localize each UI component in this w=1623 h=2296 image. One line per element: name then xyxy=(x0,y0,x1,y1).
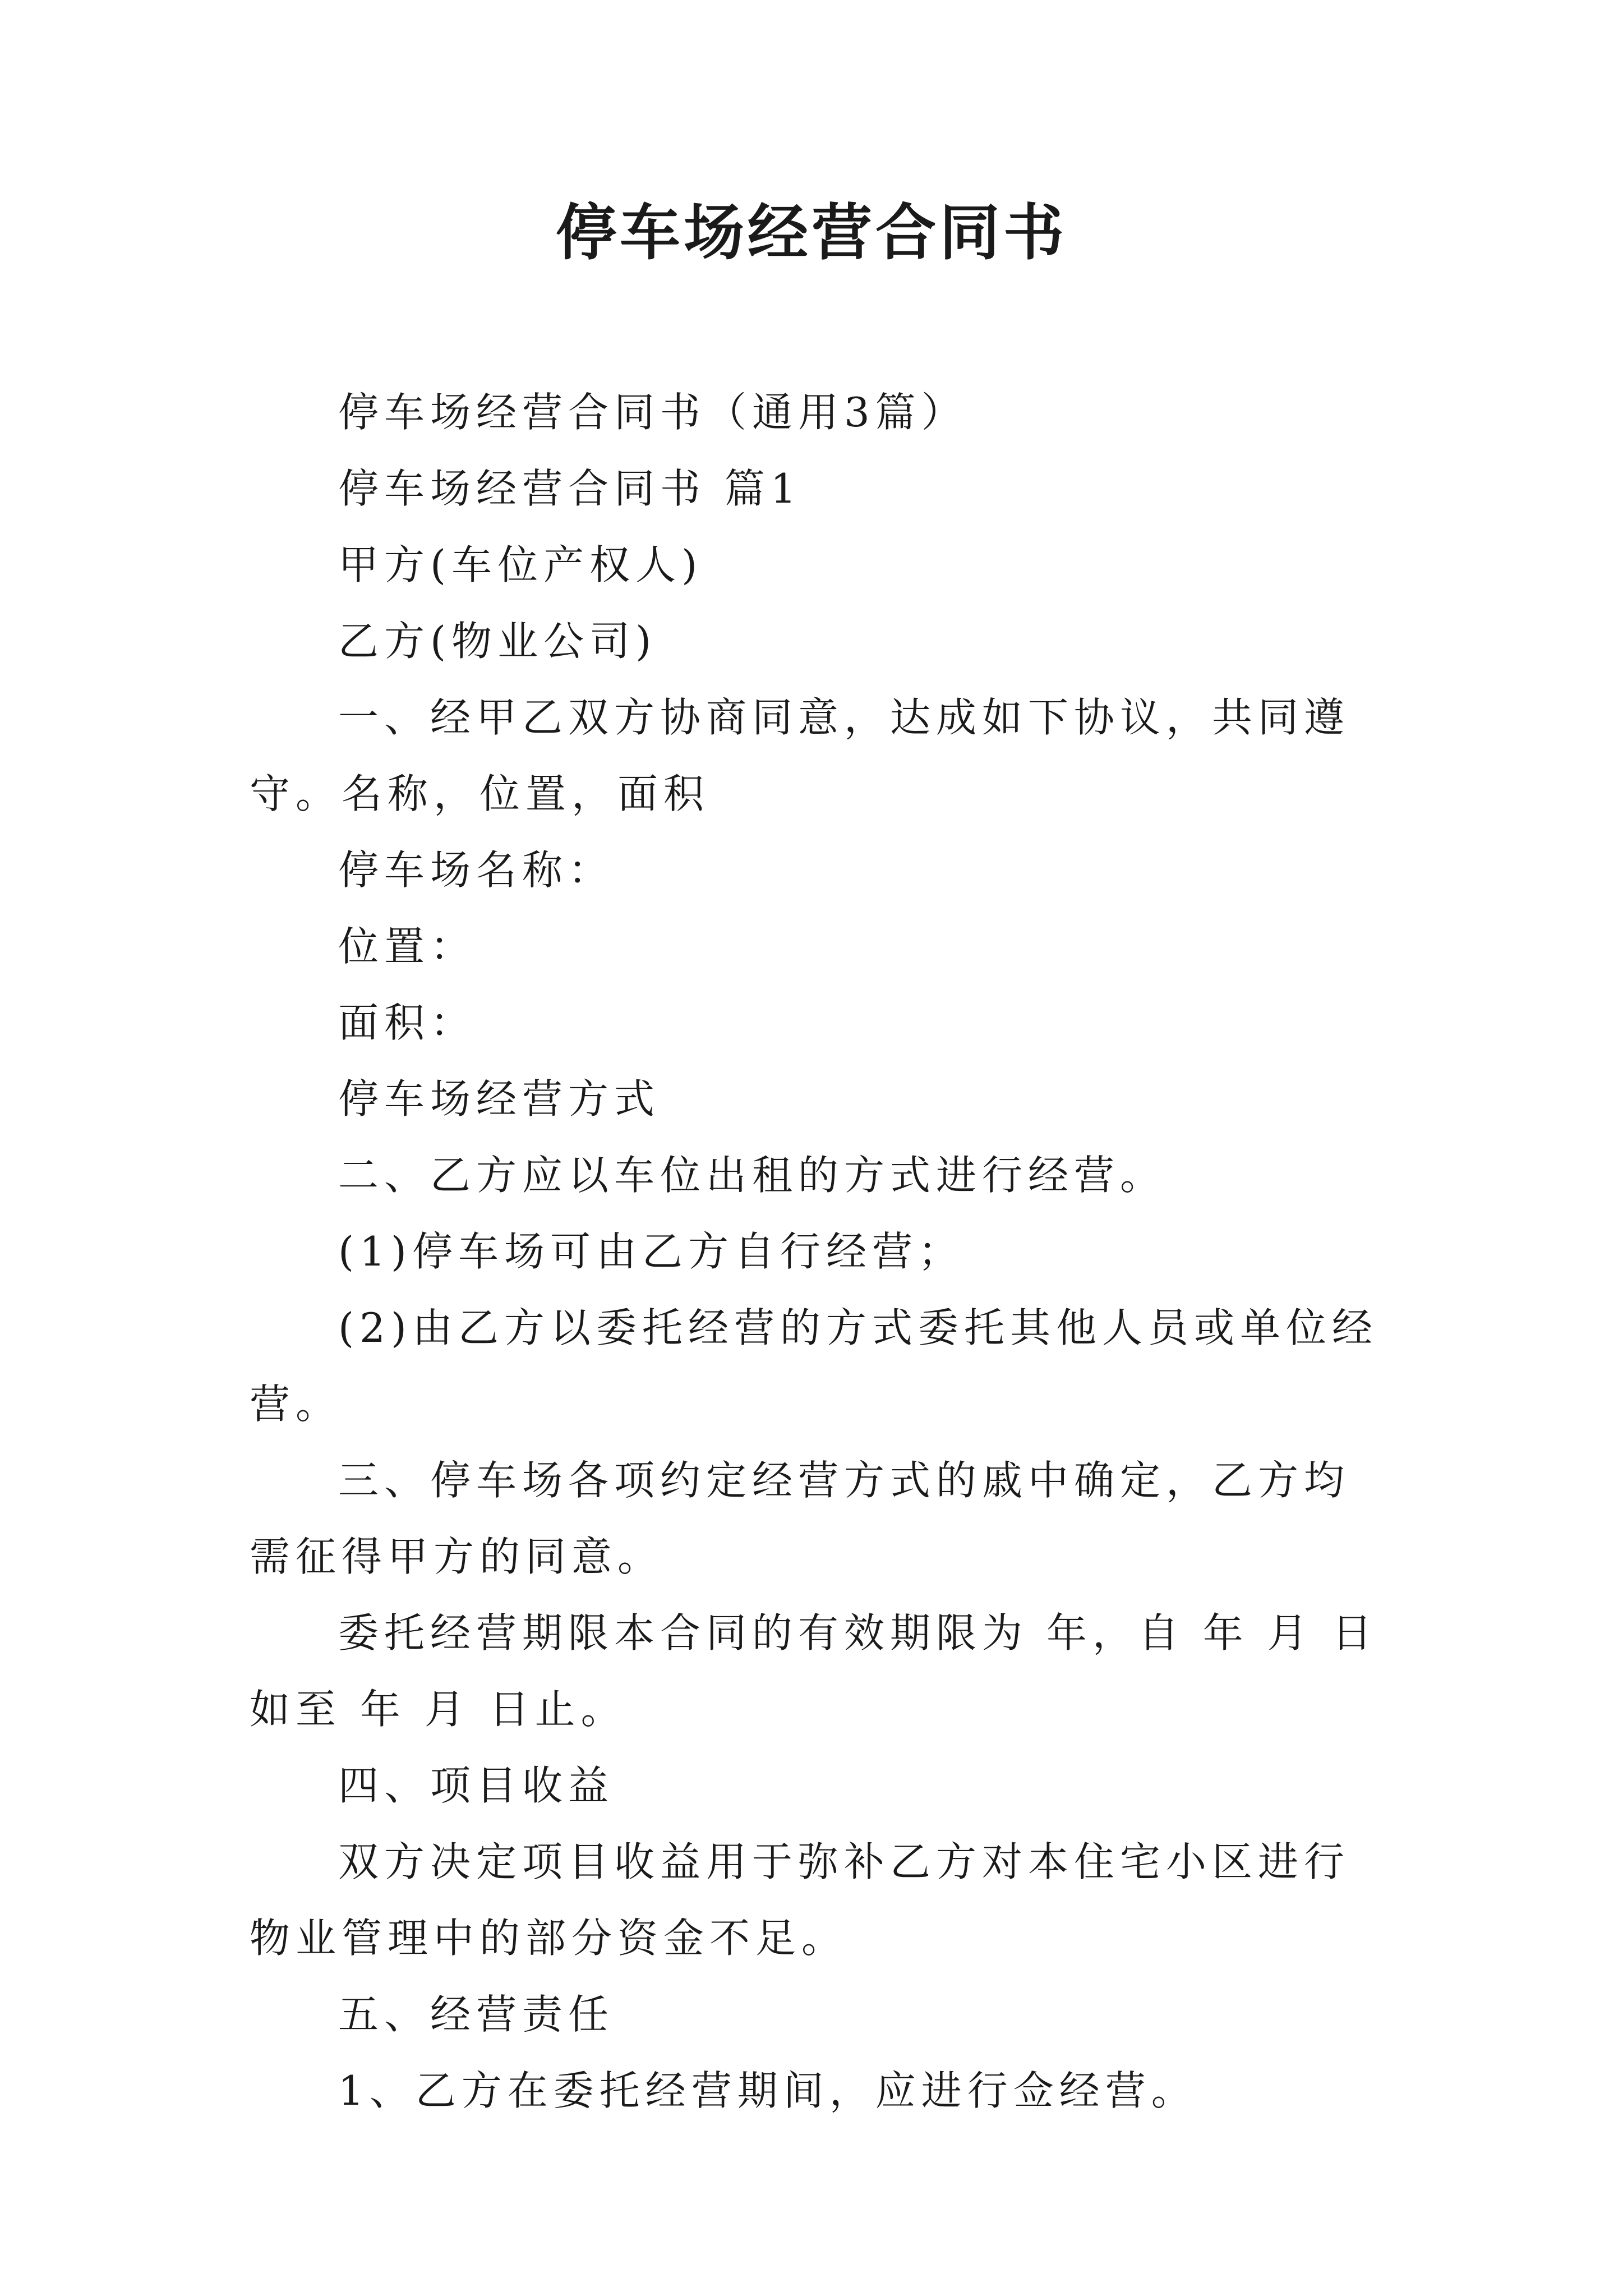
document-body xyxy=(250,374,1394,2129)
paragraph-lot-name: 停车场名称： xyxy=(338,846,615,894)
paragraph-clause-5-item-1: 1、乙方在委托经营期间，应进行佥经营。 xyxy=(338,2067,1197,2114)
paragraph-clause-2-item-1: (1)停车场可由乙方自行经营； xyxy=(338,1228,964,1275)
paragraph-clause-4-heading: 四、项目收益 xyxy=(338,1762,615,1809)
paragraph-operation-mode: 停车场经营方式 xyxy=(338,1075,661,1122)
paragraph-clause-1: 一、经甲乙双方协商同意，达成如下协议，共同遵守。名称，位置，面积 xyxy=(250,694,1350,817)
paragraph-clause-5-heading: 五、经营责任 xyxy=(338,1991,615,2038)
paragraph-heading-general: 停车场经营合同书（通用3篇） xyxy=(338,389,967,436)
paragraph-party-b: 乙方(物业公司) xyxy=(338,618,657,665)
paragraph-heading-part1: 停车场经营合同书 篇1 xyxy=(338,465,802,512)
paragraph-clause-2-item-2: (2)由乙方以委托经营的方式委托其他人员或单位经营。 xyxy=(250,1304,1378,1428)
paragraph-area: 面积： xyxy=(338,999,477,1046)
paragraph-clause-3: 三、停车场各项约定经营方式的戚中确定，乙方均需征得甲方的同意。 xyxy=(250,1457,1350,1580)
paragraph-clause-2: 二、乙方应以车位出租的方式进行经营。 xyxy=(338,1152,1166,1199)
document-title: 停车场经营合同书 xyxy=(555,197,1067,268)
paragraph-clause-4-body: 双方决定项目收益用于弥补乙方对本住宅小区进行物业管理中的部分资金不足。 xyxy=(250,1838,1350,1962)
paragraph-party-a: 甲方(车位产权人) xyxy=(338,541,703,588)
paragraph-term: 委托经营期限本合同的有效期限为 年，自 年 月 日如至 年 月 日止。 xyxy=(250,1609,1378,1733)
paragraph-location: 位置： xyxy=(338,923,477,970)
